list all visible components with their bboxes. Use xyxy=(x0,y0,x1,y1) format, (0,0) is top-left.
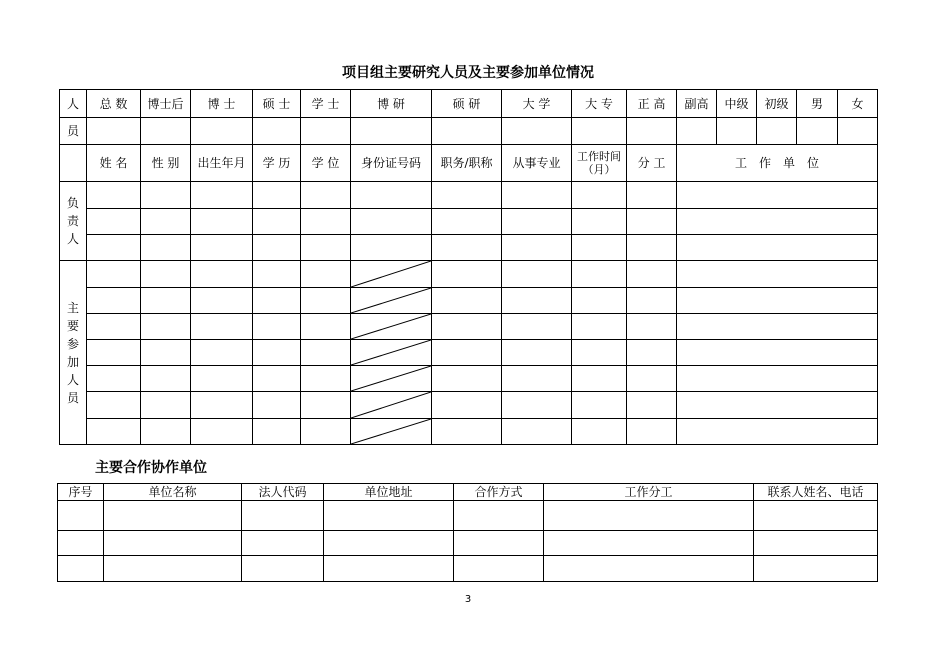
table-cell[interactable] xyxy=(544,556,754,582)
table-cell[interactable] xyxy=(677,261,878,288)
table-cell[interactable] xyxy=(191,314,253,340)
stats-header: 硕 研 xyxy=(432,90,502,118)
crossed-out-cell xyxy=(351,340,432,366)
personnel-table xyxy=(59,89,878,445)
table-cell[interactable] xyxy=(324,531,454,556)
table-cell[interactable] xyxy=(627,182,677,209)
stats-header: 博 士 xyxy=(191,90,253,118)
table-cell[interactable] xyxy=(677,366,878,392)
table-cell[interactable] xyxy=(502,419,572,445)
stats-value-cell[interactable] xyxy=(253,118,301,145)
table-cell[interactable] xyxy=(432,235,502,261)
table-cell[interactable] xyxy=(301,235,351,261)
member-row xyxy=(60,366,878,392)
table-cell[interactable] xyxy=(141,209,191,235)
table-cell[interactable] xyxy=(301,261,351,288)
table-cell[interactable] xyxy=(87,366,141,392)
table-cell[interactable] xyxy=(677,182,878,209)
table-cell[interactable] xyxy=(301,366,351,392)
stats-header: 学 士 xyxy=(301,90,351,118)
table-cell[interactable] xyxy=(104,556,242,582)
stats-value-cell[interactable] xyxy=(141,118,191,145)
table-cell[interactable] xyxy=(301,209,351,235)
stats-value-cell[interactable] xyxy=(627,118,677,145)
table-cell[interactable] xyxy=(301,182,351,209)
members-label: 主 要 参 加 人 员 xyxy=(60,261,87,445)
member-header: 学 位 xyxy=(301,145,351,182)
leader-label: 负 责 人 xyxy=(60,182,87,261)
table-cell[interactable] xyxy=(572,366,627,392)
table-cell[interactable] xyxy=(572,235,627,261)
table-cell[interactable] xyxy=(191,366,253,392)
member-header: 身份证号码 xyxy=(351,145,432,182)
table-cell[interactable] xyxy=(432,392,502,419)
table-cell[interactable] xyxy=(253,340,301,366)
table-cell[interactable] xyxy=(191,392,253,419)
stats-value-cell[interactable] xyxy=(87,118,141,145)
member-row xyxy=(60,261,878,288)
table-cell[interactable] xyxy=(191,340,253,366)
table-cell[interactable] xyxy=(141,419,191,445)
table-cell[interactable] xyxy=(502,182,572,209)
table-cell[interactable] xyxy=(191,288,253,314)
table-cell[interactable] xyxy=(502,288,572,314)
table-cell[interactable] xyxy=(627,392,677,419)
table-cell[interactable] xyxy=(454,501,544,531)
table-cell[interactable] xyxy=(253,392,301,419)
leader-row xyxy=(60,182,878,209)
table-cell[interactable] xyxy=(677,209,878,235)
table-cell[interactable] xyxy=(572,419,627,445)
table-cell[interactable] xyxy=(141,235,191,261)
table-cell[interactable] xyxy=(141,340,191,366)
table-cell[interactable] xyxy=(141,366,191,392)
table-cell[interactable] xyxy=(301,340,351,366)
stats-header: 副高 xyxy=(677,90,717,118)
member-header-row xyxy=(60,145,878,182)
table-cell[interactable] xyxy=(677,419,878,445)
leader-row xyxy=(60,235,878,261)
cooperation-table xyxy=(57,483,878,582)
stats-header: 女 xyxy=(838,90,878,118)
member-row xyxy=(60,288,878,314)
table-cell[interactable] xyxy=(301,314,351,340)
table-cell[interactable] xyxy=(432,182,502,209)
stats-header: 正 高 xyxy=(627,90,677,118)
table-cell[interactable] xyxy=(572,314,627,340)
table-cell[interactable] xyxy=(351,235,432,261)
crossed-out-cell xyxy=(351,314,432,340)
table-cell[interactable] xyxy=(432,261,502,288)
member-header: 姓 名 xyxy=(87,145,141,182)
table-cell[interactable] xyxy=(572,340,627,366)
cooperation-header: 序号 xyxy=(58,484,104,501)
member-header: 从事专业 xyxy=(502,145,572,182)
stats-header: 硕 士 xyxy=(253,90,301,118)
table-cell[interactable] xyxy=(58,501,104,531)
table-cell[interactable] xyxy=(627,314,677,340)
table-cell[interactable] xyxy=(432,314,502,340)
member-header: 工作时间（月） xyxy=(572,145,627,182)
table-cell[interactable] xyxy=(87,288,141,314)
table-cell[interactable] xyxy=(627,366,677,392)
crossed-out-cell xyxy=(351,261,432,288)
table-cell[interactable] xyxy=(754,556,878,582)
table-cell[interactable] xyxy=(253,366,301,392)
table-cell[interactable] xyxy=(301,288,351,314)
crossed-out-cell xyxy=(351,288,432,314)
table-cell[interactable] xyxy=(253,288,301,314)
table-cell[interactable] xyxy=(242,501,324,531)
table-cell[interactable] xyxy=(191,419,253,445)
table-cell[interactable] xyxy=(242,531,324,556)
table-cell[interactable] xyxy=(432,288,502,314)
table-cell[interactable] xyxy=(141,182,191,209)
table-cell[interactable] xyxy=(754,531,878,556)
table-cell[interactable] xyxy=(301,392,351,419)
stats-header: 中级 xyxy=(717,90,757,118)
table-cell[interactable] xyxy=(627,288,677,314)
stats-value-cell[interactable] xyxy=(301,118,351,145)
table-cell[interactable] xyxy=(502,261,572,288)
blank-label-cell xyxy=(60,145,87,182)
table-cell[interactable] xyxy=(141,314,191,340)
table-cell[interactable] xyxy=(502,235,572,261)
table-cell[interactable] xyxy=(432,366,502,392)
stats-header: 男 xyxy=(797,90,838,118)
table-cell[interactable] xyxy=(502,392,572,419)
page-number: 3 xyxy=(464,594,472,605)
table-cell[interactable] xyxy=(191,235,253,261)
table-cell[interactable] xyxy=(87,261,141,288)
stats-header: 初级 xyxy=(757,90,797,118)
table-cell[interactable] xyxy=(87,419,141,445)
table-cell[interactable] xyxy=(87,314,141,340)
table-cell[interactable] xyxy=(253,209,301,235)
stats-value-cell[interactable] xyxy=(797,118,838,145)
table-cell[interactable] xyxy=(627,235,677,261)
page-title: 项目组主要研究人员及主要参加单位情况 xyxy=(342,65,594,81)
table-cell[interactable] xyxy=(572,182,627,209)
stats-value-row xyxy=(60,118,878,145)
member-header: 学 历 xyxy=(253,145,301,182)
stats-header-row xyxy=(60,90,878,118)
member-header: 职务/职称 xyxy=(432,145,502,182)
table-cell[interactable] xyxy=(87,392,141,419)
table-cell[interactable] xyxy=(502,366,572,392)
table-cell[interactable] xyxy=(677,288,878,314)
table-cell[interactable] xyxy=(754,501,878,531)
table-cell[interactable] xyxy=(544,501,754,531)
table-cell[interactable] xyxy=(627,419,677,445)
table-cell[interactable] xyxy=(677,314,878,340)
cooperation-title: 主要合作协作单位 xyxy=(95,460,207,476)
table-cell[interactable] xyxy=(454,556,544,582)
stats-label-top: 人 xyxy=(60,90,87,118)
cooperation-row xyxy=(58,556,878,582)
table-cell[interactable] xyxy=(502,314,572,340)
stats-header: 大 专 xyxy=(572,90,627,118)
table-cell[interactable] xyxy=(324,556,454,582)
member-header: 出生年月 xyxy=(191,145,253,182)
table-cell[interactable] xyxy=(141,392,191,419)
stats-value-cell[interactable] xyxy=(502,118,572,145)
cooperation-row xyxy=(58,501,878,531)
table-cell[interactable] xyxy=(572,209,627,235)
member-header: 性 别 xyxy=(141,145,191,182)
table-cell[interactable] xyxy=(432,419,502,445)
table-cell[interactable] xyxy=(502,340,572,366)
cooperation-header: 单位名称 xyxy=(104,484,242,501)
stats-value-cell[interactable] xyxy=(572,118,627,145)
stats-value-cell[interactable] xyxy=(432,118,502,145)
table-cell[interactable] xyxy=(191,182,253,209)
table-cell[interactable] xyxy=(572,261,627,288)
cooperation-row xyxy=(58,531,878,556)
table-cell[interactable] xyxy=(351,209,432,235)
table-cell[interactable] xyxy=(242,556,324,582)
table-cell[interactable] xyxy=(544,531,754,556)
table-cell[interactable] xyxy=(301,419,351,445)
table-cell[interactable] xyxy=(432,209,502,235)
table-cell[interactable] xyxy=(58,531,104,556)
member-row xyxy=(60,419,878,445)
stats-value-cell[interactable] xyxy=(677,118,717,145)
stats-value-cell[interactable] xyxy=(351,118,432,145)
stats-value-cell[interactable] xyxy=(838,118,878,145)
table-cell[interactable] xyxy=(253,419,301,445)
table-cell[interactable] xyxy=(627,340,677,366)
stats-value-cell[interactable] xyxy=(757,118,797,145)
table-cell[interactable] xyxy=(191,209,253,235)
table-cell[interactable] xyxy=(87,235,141,261)
table-cell[interactable] xyxy=(191,261,253,288)
cooperation-header: 工作分工 xyxy=(544,484,754,501)
member-row xyxy=(60,314,878,340)
table-cell[interactable] xyxy=(87,182,141,209)
table-cell[interactable] xyxy=(58,556,104,582)
table-cell[interactable] xyxy=(87,340,141,366)
member-header: 工 作 单 位 xyxy=(677,145,878,182)
cooperation-header-row xyxy=(58,484,878,501)
member-row xyxy=(60,340,878,366)
table-cell[interactable] xyxy=(627,209,677,235)
table-cell[interactable] xyxy=(253,182,301,209)
table-cell[interactable] xyxy=(351,182,432,209)
stats-header: 总 数 xyxy=(87,90,141,118)
member-row xyxy=(60,392,878,419)
table-cell[interactable] xyxy=(572,392,627,419)
crossed-out-cell xyxy=(351,419,432,445)
table-cell[interactable] xyxy=(677,235,878,261)
cooperation-header: 合作方式 xyxy=(454,484,544,501)
cooperation-header: 联系人姓名、电话 xyxy=(754,484,878,501)
stats-header: 博 研 xyxy=(351,90,432,118)
table-cell[interactable] xyxy=(677,392,878,419)
table-cell[interactable] xyxy=(87,209,141,235)
table-cell[interactable] xyxy=(253,261,301,288)
stats-header: 大 学 xyxy=(502,90,572,118)
table-cell[interactable] xyxy=(502,209,572,235)
table-cell[interactable] xyxy=(572,288,627,314)
table-cell[interactable] xyxy=(104,531,242,556)
leader-row xyxy=(60,209,878,235)
table-cell[interactable] xyxy=(253,314,301,340)
table-cell[interactable] xyxy=(104,501,242,531)
table-cell[interactable] xyxy=(324,501,454,531)
stats-header: 博士后 xyxy=(141,90,191,118)
stats-label-bottom: 员 xyxy=(60,118,87,145)
table-cell[interactable] xyxy=(454,531,544,556)
cooperation-header: 单位地址 xyxy=(324,484,454,501)
cooperation-header: 法人代码 xyxy=(242,484,324,501)
table-cell[interactable] xyxy=(627,261,677,288)
stats-value-cell[interactable] xyxy=(191,118,253,145)
table-cell[interactable] xyxy=(141,288,191,314)
stats-value-cell[interactable] xyxy=(717,118,757,145)
table-cell[interactable] xyxy=(141,261,191,288)
crossed-out-cell xyxy=(351,392,432,419)
table-cell[interactable] xyxy=(432,340,502,366)
crossed-out-cell xyxy=(351,366,432,392)
table-cell[interactable] xyxy=(253,235,301,261)
table-cell[interactable] xyxy=(677,340,878,366)
member-header: 分 工 xyxy=(627,145,677,182)
